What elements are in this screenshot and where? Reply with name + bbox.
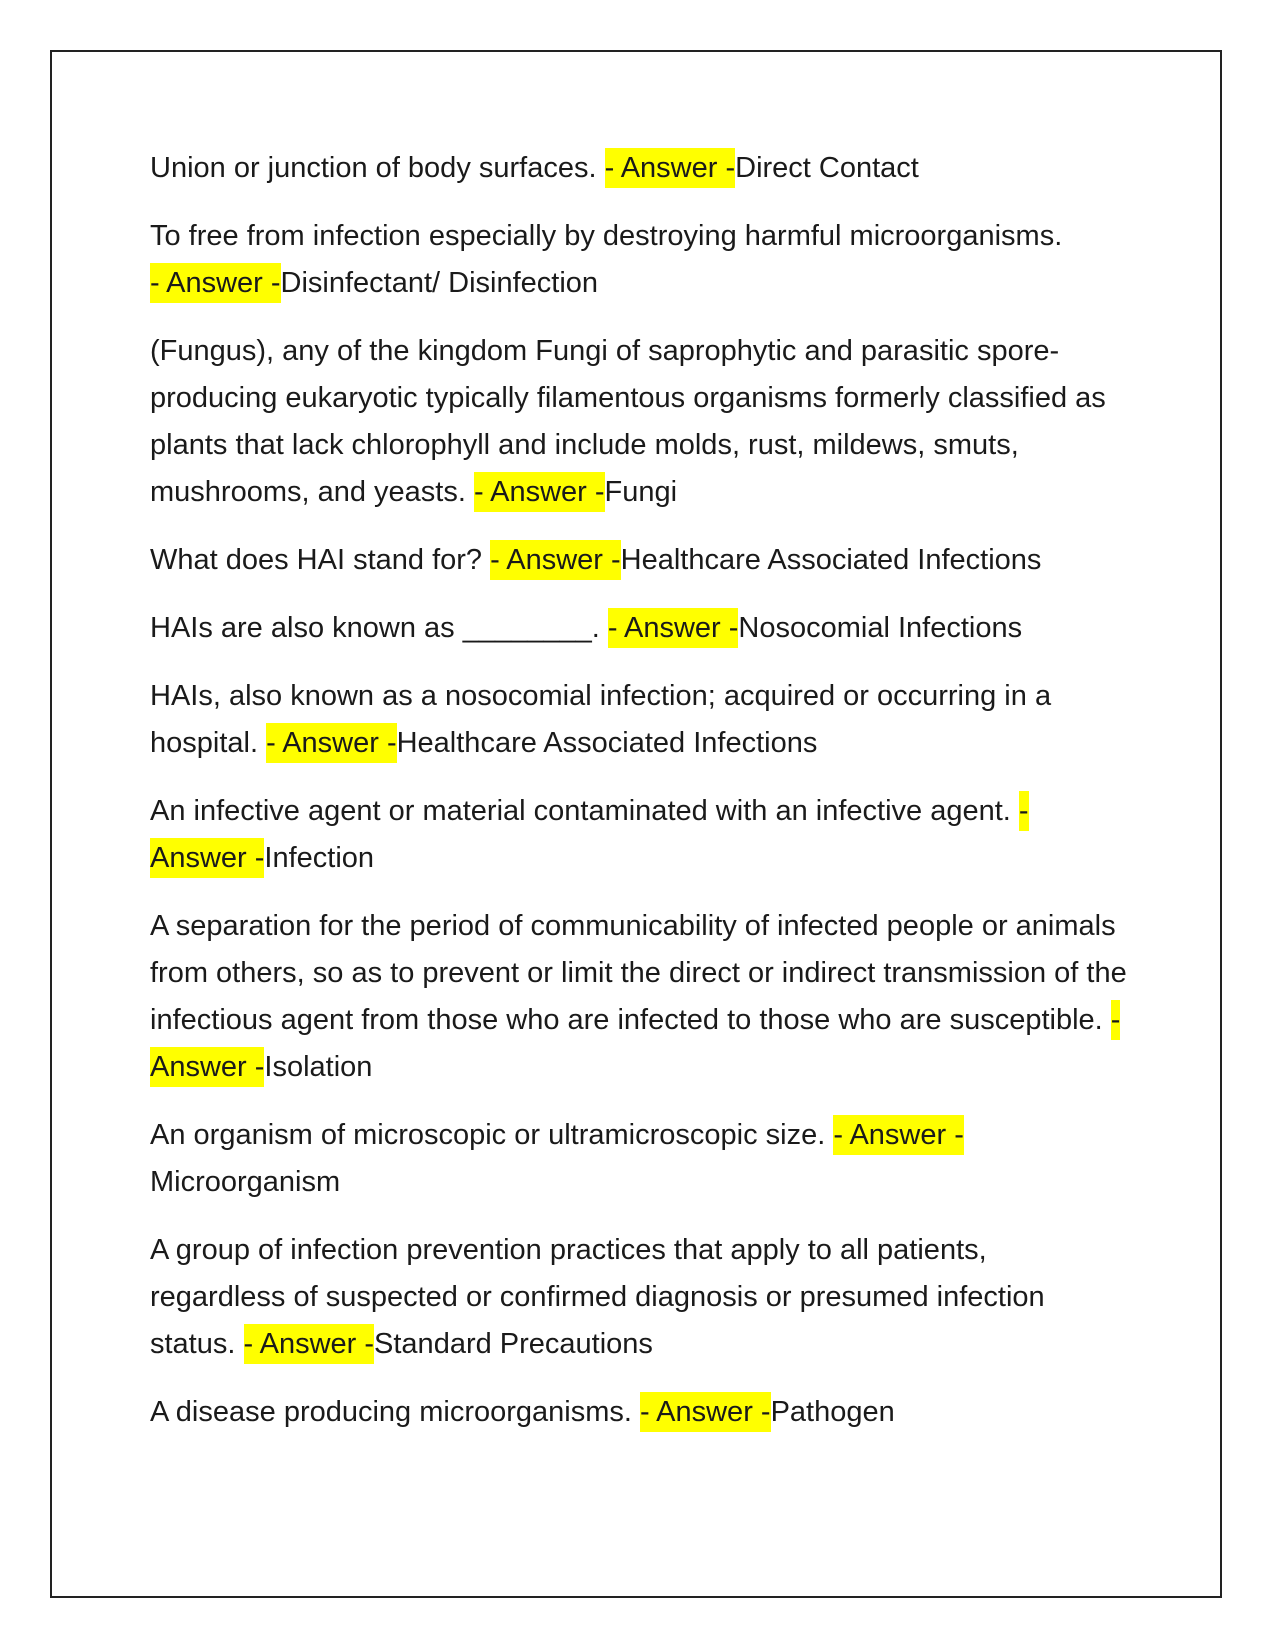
question-text: HAIs, also known as a nosocomial infection; acquired or occurring in a hospital. [150,680,1052,759]
answer-text: Direct Contact [735,152,919,184]
answer-marker: - Answer - [833,1115,964,1155]
answer-marker: - Answer - [608,608,739,648]
answer-marker: - Answer - [640,1392,771,1432]
answer-text: Healthcare Associated Infections [620,544,1042,576]
answer-text: Pathogen [770,1396,895,1428]
answer-text: Microorganism [150,1166,341,1198]
answer-text: Infection [264,842,375,874]
qa-item-infection [150,788,1130,882]
qa-item-microorganism [150,1112,1130,1206]
answer-marker: - Answer - [150,791,1029,878]
answer-marker: - Answer - [605,148,736,188]
question-text: To free from infection especially by destroying harmful microorganisms. [150,220,1063,252]
answer-marker: - Answer - [474,472,605,512]
answer-text: Nosocomial Infections [738,612,1023,644]
question-text: (Fungus), any of the kingdom Fungi of saprophytic and parasitic spore-producing eukaryotic typically filamentous organisms formerly classified as plants that lack chlorophyll and include molds, rust, mildews, smuts, mushrooms, and yeasts. [150,335,1106,508]
answer-marker: - Answer - [150,263,281,303]
answer-text: Standard Precautions [374,1328,653,1360]
document-body [150,145,1130,1457]
answer-marker: - Answer - [244,1324,375,1364]
qa-item-fungi [150,328,1130,516]
qa-item-disinfection [150,213,1130,307]
answer-marker: - Answer - [150,1000,1120,1087]
question-text: HAIs are also known as ________. [150,612,600,644]
qa-item-pathogen [150,1389,1130,1436]
answer-marker: - Answer - [490,540,621,580]
qa-item-nosocomial [150,605,1130,652]
question-text: A separation for the period of communicability of infected people or animals from others, so as to prevent or limit the direct or indirect transmission of the infectious agent from those who are infected to those who are susceptible. [150,910,1127,1036]
question-text: A disease producing microorganisms. [150,1396,632,1428]
answer-text: Disinfectant/ Disinfection [280,267,599,299]
answer-text: Healthcare Associated Infections [396,727,818,759]
answer-text: Isolation [264,1051,373,1083]
qa-item-isolation [150,903,1130,1091]
qa-item-hai [150,537,1130,584]
question-text: An infective agent or material contaminated with an infective agent. [150,795,1011,827]
qa-item-hai-hospital [150,673,1130,767]
qa-item-direct-contact [150,145,1130,192]
question-text: What does HAI stand for? [150,544,483,576]
answer-text: Fungi [604,476,678,508]
question-text: A group of infection prevention practices that apply to all patients, regardless of suspected or confirmed diagnosis or presumed infection status. [150,1234,1045,1360]
answer-marker: - Answer - [266,723,397,763]
question-text: Union or junction of body surfaces. [150,152,597,184]
qa-item-standard-precautions [150,1227,1130,1368]
question-text: An organism of microscopic or ultramicroscopic size. [150,1119,826,1151]
